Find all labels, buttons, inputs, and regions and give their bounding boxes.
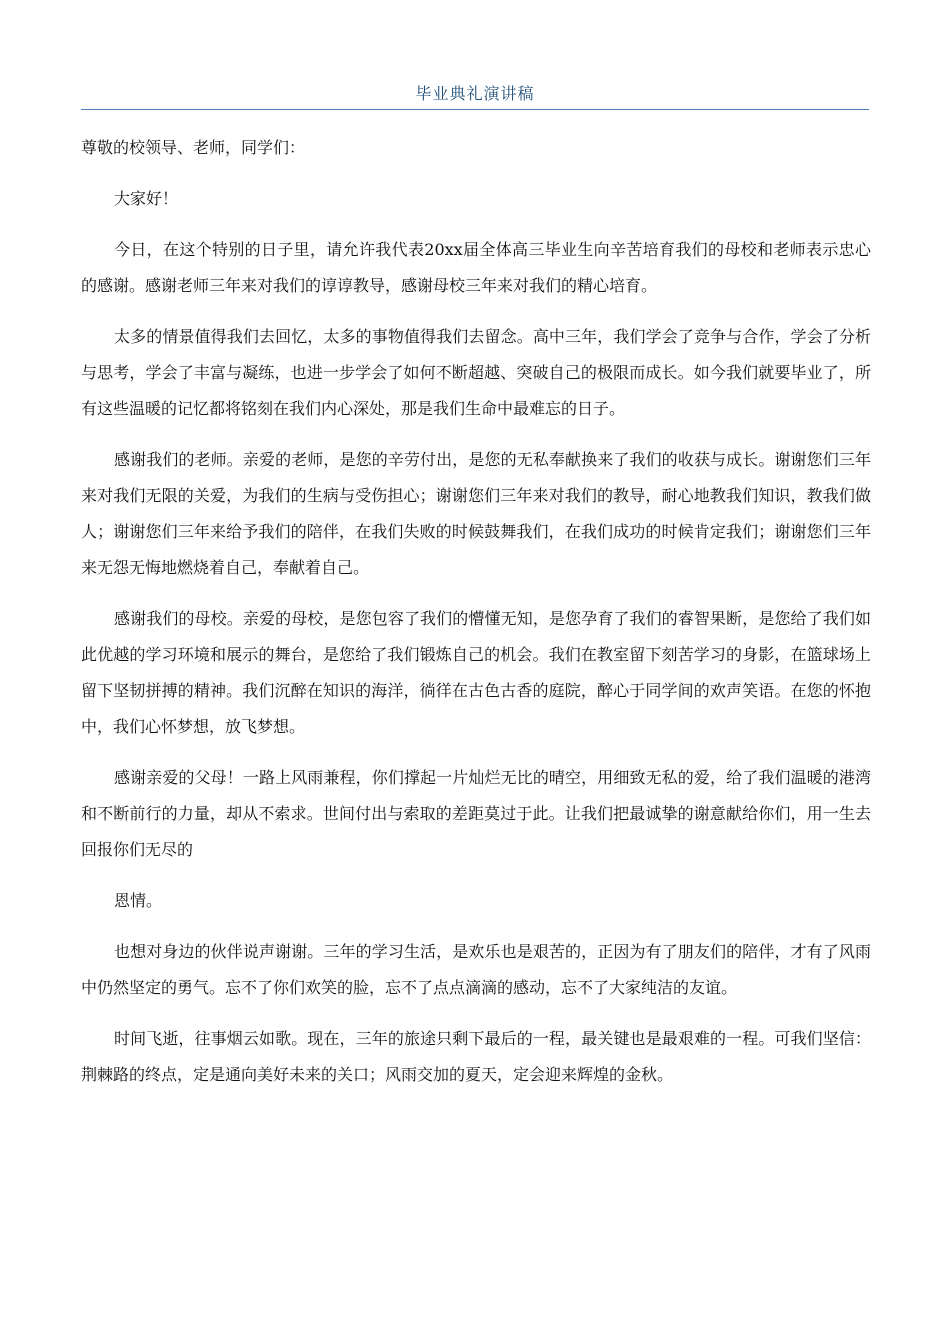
- body-paragraph: 感谢亲爱的父母！一路上风雨兼程，你们撑起一片灿烂无比的晴空，用细致无私的爱，给了我们温暖的港湾和不断前行的力量，却从不索求。世间付出与索取的差距莫过于此。让我们把最诚挚的谢意献给你们，用一生去回报你们无尽的: [81, 768, 871, 859]
- greeting-paragraph: 大家好！: [114, 189, 179, 208]
- body-paragraph: 时间飞逝，往事烟云如歌。现在，三年的旅途只剩下最后的一程，最关键也是最艰难的一程。可我们坚信：荆棘路的终点，定是通向美好未来的关口；风雨交加的夏天，定会迎来辉煌的金秋。: [81, 1029, 871, 1084]
- document-body: [81, 130, 871, 1093]
- body-paragraph: 感谢我们的母校。亲爱的母校，是您包容了我们的懵懂无知，是您孕育了我们的睿智果断，是您给了我们如此优越的学习环境和展示的舞台，是您给了我们锻炼自己的机会。我们在教室留下刻苦学习的身影，在篮球场上留下坚韧拼搏的精神。我们沉醉在知识的海洋，徜徉在古色古香的庭院，醉心于同学间的欢声笑语。在您的怀抱中，我们心怀梦想，放飞梦想。: [81, 609, 871, 736]
- body-paragraph: 也想对身边的伙伴说声谢谢。三年的学习生活，是欢乐也是艰苦的，正因为有了朋友们的陪伴，才有了风雨中仍然坚定的勇气。忘不了你们欢笑的脸，忘不了点点滴滴的感动，忘不了大家纯洁的友谊。: [81, 942, 871, 997]
- body-paragraph: 恩情。: [114, 891, 163, 910]
- salutation-paragraph: 尊敬的校领导、老师，同学们：: [81, 138, 306, 157]
- page-header: [81, 81, 869, 110]
- body-paragraph: 感谢我们的老师。亲爱的老师，是您的辛劳付出，是您的无私奉献换来了我们的收获与成长。谢谢您们三年来对我们无限的关爱，为我们的生病与受伤担心；谢谢您们三年来对我们的教导，耐心地教我们知识，教我们做人；谢谢您们三年来给予我们的陪伴，在我们失败的时候鼓舞我们，在我们成功的时候肯定我们；谢谢您们三年来无怨无悔地燃烧着自己，奉献着自己。: [81, 450, 871, 577]
- page-title: 毕业典礼演讲稿: [415, 84, 535, 103]
- body-paragraph: 太多的情景值得我们去回忆，太多的事物值得我们去留念。高中三年，我们学会了竞争与合作，学会了分析与思考，学会了丰富与凝练，也进一步学会了如何不断超越、突破自己的极限而成长。如今我们就要毕业了，所有这些温暖的记忆都将铭刻在我们内心深处，那是我们生命中最难忘的日子。: [81, 327, 871, 418]
- body-paragraph: 今日，在这个特别的日子里，请允许我代表20xx届全体高三毕业生向辛苦培育我们的母校和老师表示忠心的感谢。感谢老师三年来对我们的谆谆教导，感谢母校三年来对我们的精心培育。: [81, 240, 871, 295]
